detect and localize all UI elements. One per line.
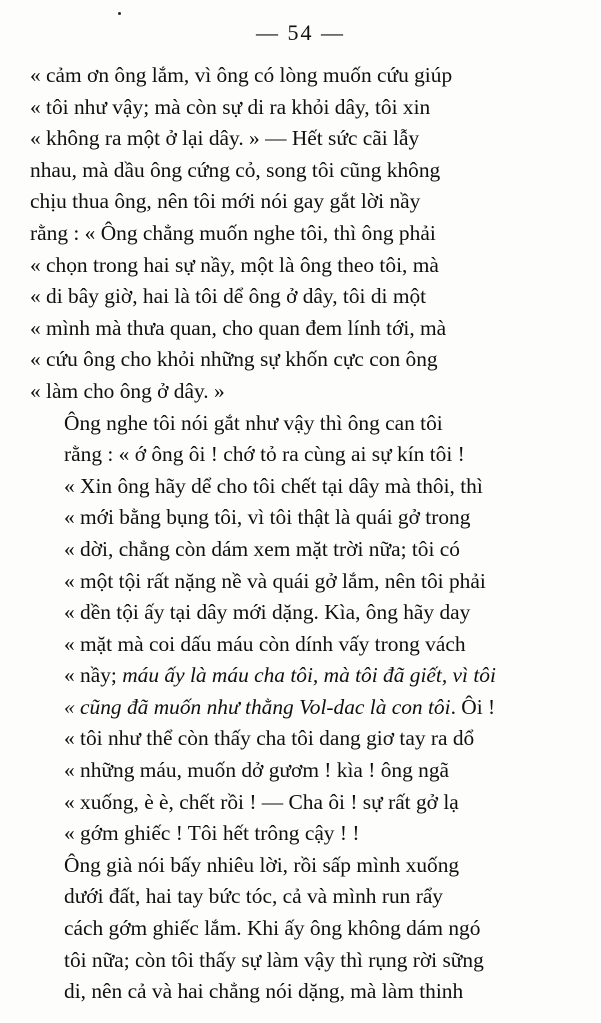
text-line: cách gớm ghiếc lắm. Khi ấy ông không dám ngó [64,916,481,941]
text-line: « chọn trong hai sự nầy, một là ông theo tôi, mà [30,252,439,277]
text-line: Ông già nói bấy nhiêu lời, rồi sấp mình xuống [64,852,460,877]
text-fragment: . Ôi ! [450,694,496,719]
text-line: « làm cho ông ở dây. » [30,378,225,403]
text-line-mixed [30,692,573,724]
page-body [0,46,601,1008]
paragraph-1 [30,60,573,408]
text-line: « xuống, è è, chết rồi ! — Cha ôi ! sự rất gở lạ [64,789,459,814]
text-line: di, nên cả và hai chẳng nói dặng, mà làm thinh [64,979,464,1004]
text-line: chịu thua ông, nên tôi mới nói gay gắt lời nầy [30,189,421,214]
italic-fragment: máu ấy là máu cha tôi, mà tôi đã giết, vì tôi [122,663,496,688]
text-line: « tôi như thể còn thấy cha tôi dang giơ tay ra dổ [64,726,475,751]
paragraph-3 [30,850,573,1008]
italic-fragment: « cũng đã muốn như thằng Vol-dac là con tôi [64,694,451,719]
paragraph-2 [30,408,573,850]
text-line: rằng : « Ông chẳng muốn nghe tôi, thì ông phải [30,220,436,245]
text-line: « cảm ơn ông lắm, vì ông có lòng muốn cứu giúp [30,63,453,87]
text-line: « một tội rất nặng nề và quái gở lắm, nên tôi phải [64,568,486,593]
text-line: « không ra một ở lại dây. » — Hết sức cãi lẫy [30,126,420,151]
text-line: Ông nghe tôi nói gắt như vậy thì ông can tôi [64,410,443,435]
text-line: « mình mà thưa quan, cho quan đem lính tới, mà [30,315,447,340]
text-line: tôi nữa; còn tôi thấy sự làm vậy thì rụng rời sững [64,947,484,972]
text-line: « cứu ông cho khỏi những sự khốn cực con ông [30,347,438,372]
text-line: « tôi như vậy; mà còn sự di ra khỏi dây, tôi xin [30,94,431,119]
text-line: « mới bằng bụng tôi, vì tôi thật là quái gở trong [64,505,471,530]
text-fragment: « nầy; [64,663,123,688]
text-line: nhau, mà dầu ông cứng cỏ, song tôi cũng không [30,157,441,182]
text-line: « Xin ông hãy dể cho tôi chết tại dây mà thôi, thì [64,473,483,498]
text-line: « mặt mà coi dấu máu còn dính vấy trong vách [64,631,466,656]
text-line: dưới đất, hai tay bức tóc, cả và mình run rẩy [64,884,444,909]
text-line: « dời, chẳng còn dám xem mặt trời nữa; tôi có [64,536,460,561]
text-line: « gớm ghiếc ! Tôi hết trông cậy ! ! [64,821,360,846]
text-line: « những máu, muốn dở gươm ! kìa ! ông ngã [64,758,450,783]
page-speck [118,12,121,15]
text-line: « di bây giờ, hai là tôi dể ông ở dây, tôi di một [30,284,427,309]
text-line-mixed [30,660,573,692]
text-line: rằng : « ớ ông ôi ! chớ tỏ ra cùng ai sự kín tôi ! [64,442,465,467]
page-number: — 54 — [256,20,345,45]
text-line: « dền tội ấy tại dây mới dặng. Kìa, ông hãy day [64,600,471,625]
